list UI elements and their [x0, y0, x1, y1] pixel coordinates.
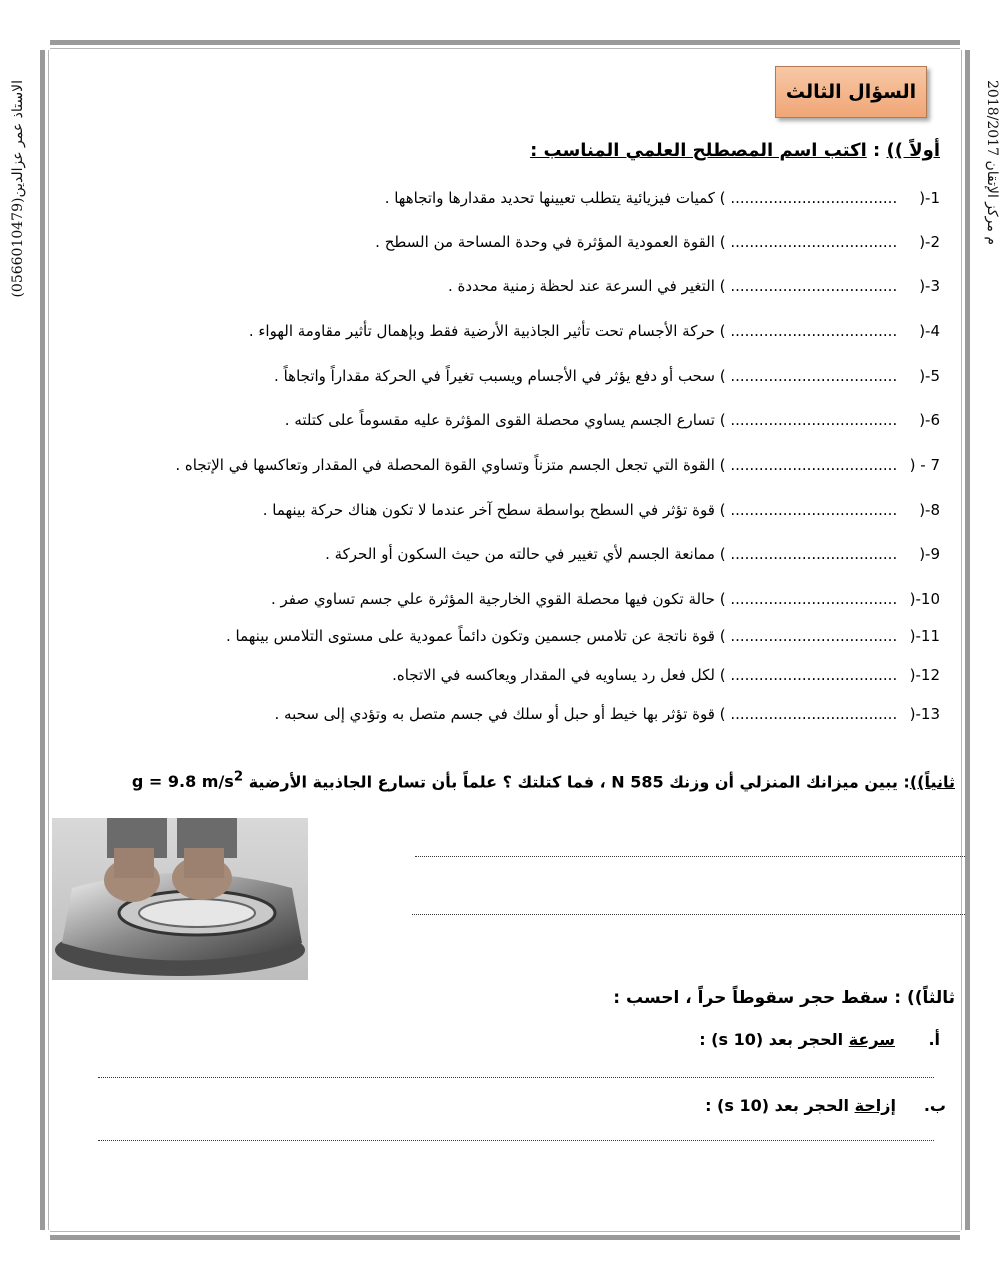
- term-number: 5-(: [919, 367, 940, 385]
- answer-line-1[interactable]: [415, 856, 965, 857]
- term-answer-blank[interactable]: ...................................: [730, 705, 898, 723]
- sub-b-letter: ب.: [923, 1096, 946, 1115]
- section3-question: [60, 988, 955, 1008]
- bathroom-scale-photo: [52, 818, 308, 980]
- sub-b-rest: الحجر بعد (10 s) :: [705, 1096, 849, 1115]
- term-number: 10-(: [909, 590, 940, 608]
- term-definition: ) قوة تؤثر بها خيط أو حبل أو سلك في جسم متصل به وتؤدي إلى سحبه .: [274, 705, 726, 723]
- year-center-label: 2018/2017 م مركز الإتقان: [984, 80, 1000, 246]
- term-item: [60, 186, 940, 210]
- sub-question-a: [699, 1030, 940, 1049]
- term-definition: ) القوة العمودية المؤثرة في وحدة المساحة من السطح .: [375, 233, 726, 251]
- sub-a-letter: أ.: [928, 1030, 940, 1049]
- answer-line-3[interactable]: [98, 1077, 934, 1078]
- term-definition: ) ممانعة الجسم لأي تغيير في حالته من حيث السكون أو الحركة .: [325, 545, 726, 563]
- term-number: 7 - (: [909, 456, 940, 474]
- term-number: 6-(: [919, 411, 940, 429]
- term-number: 12-(: [909, 666, 940, 684]
- term-item: [60, 587, 940, 611]
- term-answer-blank[interactable]: ...................................: [730, 666, 898, 684]
- term-item: [60, 364, 940, 388]
- term-answer-blank[interactable]: ...................................: [730, 545, 898, 563]
- term-answer-blank[interactable]: ...................................: [730, 322, 898, 340]
- sub-b-word: إزاحة: [854, 1096, 896, 1115]
- term-item: [60, 319, 940, 343]
- section3-prefix: ثالثاً)): [906, 988, 955, 1008]
- term-definition: ) كميات فيزيائية يتطلب تعيينها تحديد مقدارها واتجاهها .: [384, 189, 726, 207]
- term-answer-blank[interactable]: ...................................: [730, 501, 898, 519]
- term-answer-blank[interactable]: ...................................: [730, 411, 898, 429]
- term-item: [60, 274, 940, 298]
- term-answer-blank[interactable]: ...................................: [730, 590, 898, 608]
- term-number: 9-(: [919, 545, 940, 563]
- term-number: 8-(: [919, 501, 940, 519]
- section2-question: [110, 770, 955, 791]
- question-title: السؤال الثالث: [785, 81, 917, 103]
- term-definition: ) التغير في السرعة عند لحظة زمنية محددة .: [447, 277, 726, 295]
- term-item: [60, 230, 940, 254]
- term-answer-blank[interactable]: ...................................: [730, 277, 898, 295]
- terms-list: [60, 186, 940, 746]
- term-number: 1-(: [919, 189, 940, 207]
- frame-corner: [36, 36, 50, 50]
- term-answer-blank[interactable]: ...................................: [730, 233, 898, 251]
- term-item: [60, 702, 940, 726]
- term-number: 11-(: [909, 627, 940, 645]
- section1-heading: أولاً )) : اكتب اسم المصطلح العلمي المناسب :: [530, 140, 940, 161]
- frame-corner: [960, 1230, 974, 1244]
- term-number: 3-(: [919, 277, 940, 295]
- term-item: [60, 542, 940, 566]
- section1-text: اكتب اسم المصطلح العلمي المناسب :: [530, 140, 867, 161]
- term-number: 4-(: [919, 322, 940, 340]
- term-answer-blank[interactable]: ...................................: [730, 189, 898, 207]
- frame-corner: [36, 1230, 50, 1244]
- term-item: [60, 453, 940, 477]
- term-definition: ) سحب أو دفع يؤثر في الأجسام ويسبب تغيراً في الحركة مقداراً واتجاهاً .: [274, 367, 726, 385]
- term-definition: ) حالة تكون فيها محصلة القوي الخارجية المؤثرة علي جسم تساوي صفر .: [270, 590, 726, 608]
- term-number: 13-(: [909, 705, 940, 723]
- term-definition: ) لكل فعل رد يساويه في المقدار ويعاكسه في الاتجاه.: [392, 666, 726, 684]
- scale-illustration: [52, 818, 308, 980]
- term-number: 2-(: [919, 233, 940, 251]
- answer-line-2[interactable]: [412, 914, 965, 915]
- teacher-contact: (0566010479)الاستاذ عمر عزالدين: [10, 80, 26, 298]
- term-answer-blank[interactable]: ...................................: [730, 367, 898, 385]
- section3-text: : سقط حجر سقوطاً حراً ، احسب :: [613, 988, 902, 1008]
- frame-corner: [960, 36, 974, 50]
- term-definition: ) القوة التي تجعل الجسم متزناً وتساوي القوة المحصلة في المقدار وتعاكسها في الإتجاه .: [175, 456, 726, 474]
- answer-line-4[interactable]: [98, 1140, 934, 1141]
- sub-question-b: [705, 1096, 946, 1115]
- section2-prefix: ثانياً)): [909, 772, 955, 792]
- section2-text: : يبين ميزانك المنزلي أن وزنك N 585 ، فما كتلتك ؟ علماً بأن تسارع الجاذبية الأرضية: [248, 772, 910, 792]
- term-definition: ) تسارع الجسم يساوي محصلة القوى المؤثرة عليه مقسوماً على كتلته .: [284, 411, 726, 429]
- question-title-box: [775, 66, 927, 118]
- term-definition: ) قوة ناتجة عن تلامس جسمين وتكون دائماً عمودية على مستوى التلامس بينهما .: [225, 627, 726, 645]
- term-item: [60, 498, 940, 522]
- term-answer-blank[interactable]: ...................................: [730, 456, 898, 474]
- term-item: [60, 624, 940, 648]
- section1-prefix: أولاً )): [886, 140, 940, 161]
- term-item: [60, 663, 940, 687]
- term-definition: ) قوة تؤثر في السطح بواسطة سطح آخر عندما لا تكون هناك حركة بينهما .: [262, 501, 726, 519]
- sub-a-rest: الحجر بعد (10 s) :: [699, 1030, 844, 1049]
- term-item: [60, 408, 940, 432]
- term-definition: ) حركة الأجسام تحت تأثير الجاذبية الأرضية فقط وبإهمال تأثير مقاومة الهواء .: [248, 322, 726, 340]
- term-answer-blank[interactable]: ...................................: [730, 627, 898, 645]
- gravity-formula: g = 9.8 $m/s^2$: [131, 770, 244, 792]
- sub-a-word: سرعة: [848, 1030, 896, 1049]
